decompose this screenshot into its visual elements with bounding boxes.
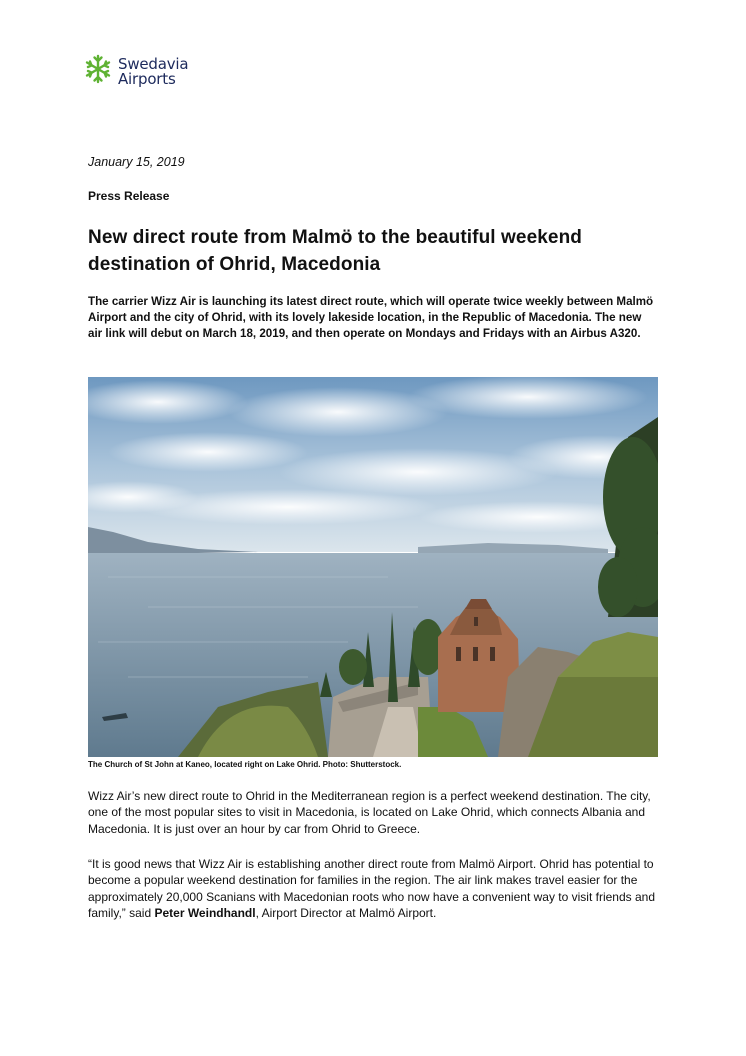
- release-date: January 15, 2019: [88, 155, 185, 169]
- logo-wordmark: [118, 54, 189, 88]
- headline: New direct route from Malmö to the beautiful weekend destination of Ohrid, Macedonia: [88, 227, 582, 275]
- logo-line-2: Airports: [118, 69, 176, 88]
- document-type-label: Press Release: [88, 189, 170, 203]
- quote-text: “It is good news that Wizz Air is establishing another direct route from Malmö Airport. Ohrid has potential to become a popular weekend destination for families in the region. The air link makes travel easier for the approximately 20,000 Scanians with Macedonian roots who now have a convenient way to visit friends and family,” said: [88, 857, 655, 920]
- snowflake-icon: [84, 52, 112, 91]
- logo-line-1: Swedavia: [118, 54, 189, 73]
- ohrid-church-photo: [88, 377, 658, 757]
- body-paragraph-2: [88, 856, 660, 921]
- lead-paragraph: The carrier Wizz Air is launching its latest direct route, which will operate twice weekly between Malmö Airport and the city of Ohrid, with its lovely lakeside location, in the Republic of Macedonia. The new air link will debut on March 18, 2019, and then operate on Mondays and Fridays with an Airbus A320.: [88, 295, 654, 340]
- speaker-title: , Airport Director at Malmö Airport.: [255, 905, 437, 920]
- body-paragraph-1: Wizz Air’s new direct route to Ohrid in the Mediterranean region is a perfect weekend destination. The city, one of the most popular sites to visit in Macedonia, is located on Lake Ohrid, which connects Albania and Macedonia. It is just over an hour by car from Ohrid to Greece.: [88, 789, 651, 836]
- speaker-name: Peter Weindhandl: [154, 905, 256, 920]
- photo-caption: The Church of St John at Kaneo, located right on Lake Ohrid. Photo: Shutterstock.: [88, 760, 402, 769]
- swedavia-logo: [84, 52, 188, 91]
- photo-illustration: [88, 377, 658, 757]
